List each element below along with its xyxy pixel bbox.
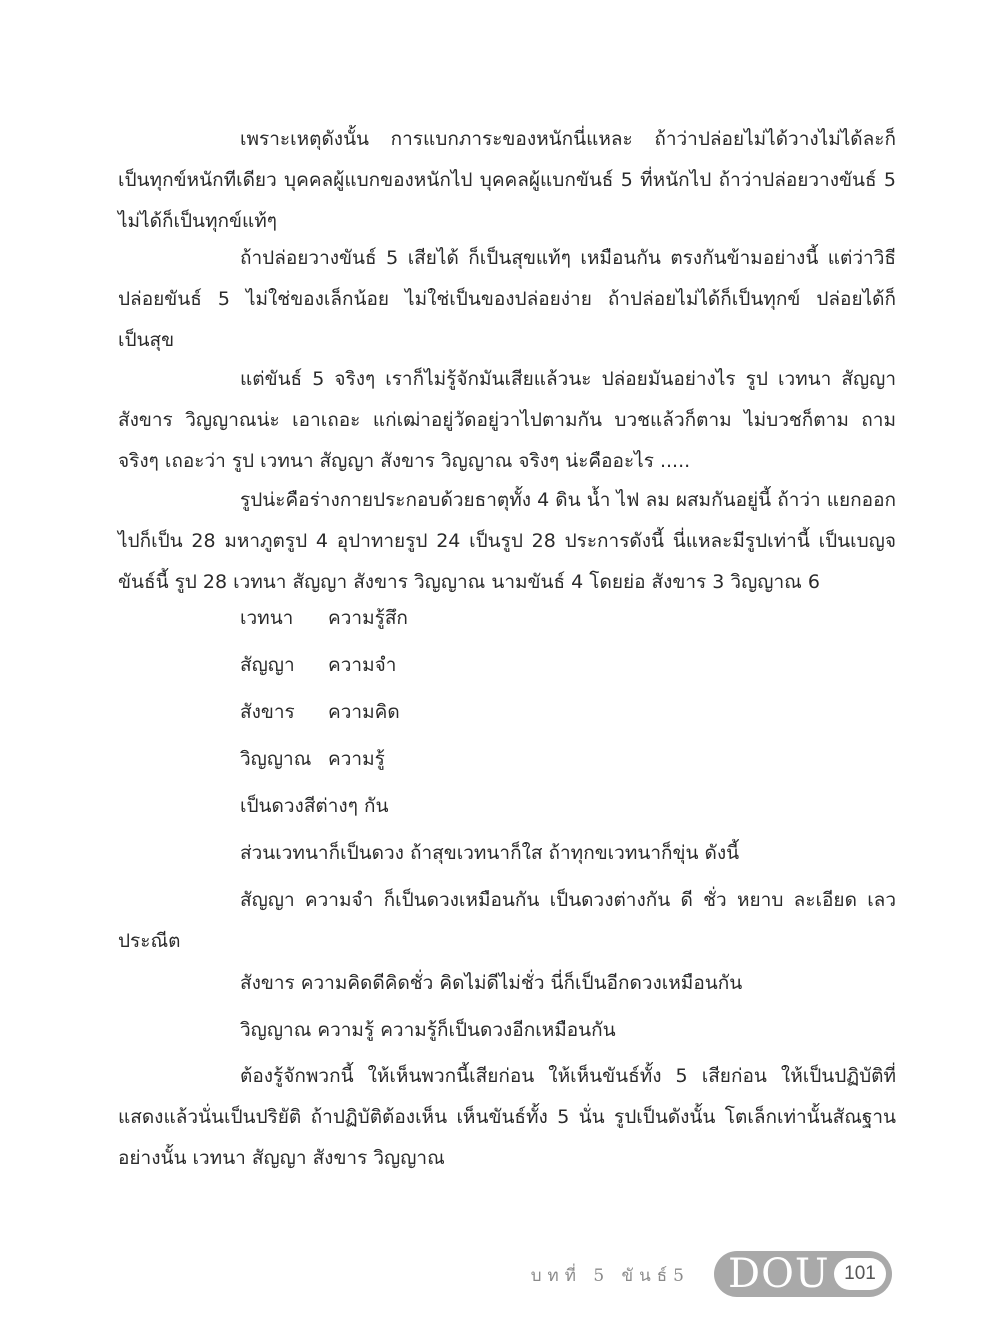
definition-row <box>240 739 385 780</box>
paragraph-sanna: สัญญา ความจำ ก็เป็นดวงเหมือนกัน เป็นดวงต่างกัน ดี ชั่ว หยาบ ละเอียด เลวประณีต <box>118 889 896 952</box>
paragraph-practice: ต้องรู้จักพวกนี้ ให้เห็นพวกนี้เสียก่อน ให้เห็นขันธ์ทั้ง 5 เสียก่อน ให้เป็นปฏิบัติที่แสดงแล้วนั่นเป็นปริยัติ ถ้าปฏิบัติต้องเห็น เห็นขันธ์ทั้ง 5 นั่น รูปเป็นดังนั้น โตเล็กเท่านั้นสัณฐานอย่างนั้น เวทนา สัญญา สังขาร วิญญาณ <box>118 1065 896 1169</box>
definition-meaning: ความรู้ <box>328 748 385 770</box>
definition-meaning: ความคิด <box>328 701 400 723</box>
definition-row <box>240 645 396 686</box>
page-footer <box>0 1248 1000 1300</box>
definition-term: สัญญา <box>240 654 295 676</box>
text-line-vinnana: วิญญาณ ความรู้ ความรู้ก็เป็นดวงอีกเหมือนกัน <box>240 1019 616 1041</box>
brand-badge <box>714 1251 892 1297</box>
chapter-label: บทที่ 5 ขันธ์5 <box>530 1266 690 1286</box>
definition-term: สังขาร <box>240 701 295 723</box>
paragraph-burden: เพราะเหตุดังนั้น การแบกภาระของหนักนี่แหละ ถ้าว่าปล่อยไม่ได้วางไม่ได้ละก็เป็นทุกข์หนักทีเดียว บุคคลผู้แบกของหนักไป บุคคลผู้แบกขันธ์ 5 ที่หนักไป ถ้าว่าปล่อยวางขันธ์ 5 ไม่ได้ก็เป็นทุกข์แท้ๆ <box>118 128 896 232</box>
text-line-vedana: ส่วนเวทนาก็เป็นดวง ถ้าสุขเวทนาก็ใส ถ้าทุกขเวทนาก็ขุ่น ดังนี้ <box>240 842 740 864</box>
text-line-colors: เป็นดวงสีต่างๆ กัน <box>240 795 389 817</box>
brand-logo-text: DOU <box>728 1251 830 1297</box>
definition-meaning: ความจำ <box>328 654 397 676</box>
paragraph-question: แต่ขันธ์ 5 จริงๆ เราก็ไม่รู้จักมันเสียแล้วนะ ปล่อยมันอย่างไร รูป เวทนา สัญญา สังขาร วิญญาณน่ะ เอาเถอะ แก่เฒ่าอยู่วัดอยู่วาไปตามกัน บวชแล้วก็ตาม ไม่บวชก็ตาม ถามจริงๆ เถอะว่า รูป เวทนา สัญญา สังขาร วิญญาณ จริงๆ น่ะคืออะไร ..... <box>118 368 896 472</box>
page-number: 101 <box>834 1258 886 1290</box>
text-line-sankhara: สังขาร ความคิดดีคิดชั่ว คิดไม่ดีไม่ชั่ว นี่ก็เป็นอีกดวงเหมือนกัน <box>240 972 743 994</box>
definition-term: เวทนา <box>240 607 294 629</box>
definition-row <box>240 598 408 639</box>
definition-term: วิญญาณ <box>240 748 312 770</box>
definition-meaning: ความรู้สึก <box>328 607 408 629</box>
paragraph-rupa: รูปน่ะคือร่างกายประกอบด้วยธาตุทั้ง 4 ดิน น้ำ ไฟ ลม ผสมกันอยู่นี้ ถ้าว่า แยกออกไปก็เป็น 28 มหาภูตรูป 4 อุปาทายรูป 24 เป็นรูป 28 ประการดังนี้ นี่แหละมีรูปเท่านี้ เป็นเบญจขันธ์นี้ รูป 28 เวทนา สัญญา สังขาร วิญญาณ นามขันธ์ 4 โดยย่อ สังขาร 3 วิญญาณ 6 <box>118 489 896 593</box>
paragraph-release: ถ้าปล่อยวางขันธ์ 5 เสียได้ ก็เป็นสุขแท้ๆ เหมือนกัน ตรงกันข้ามอย่างนี้ แต่ว่าวิธีปล่อยขันธ์ 5 ไม่ใช่ของเล็กน้อย ไม่ใช่เป็นของปล่อยง่าย ถ้าปล่อยไม่ได้ก็เป็นทุกข์ ปล่อยได้ก็เป็นสุข <box>118 247 896 351</box>
definition-row <box>240 692 400 733</box>
